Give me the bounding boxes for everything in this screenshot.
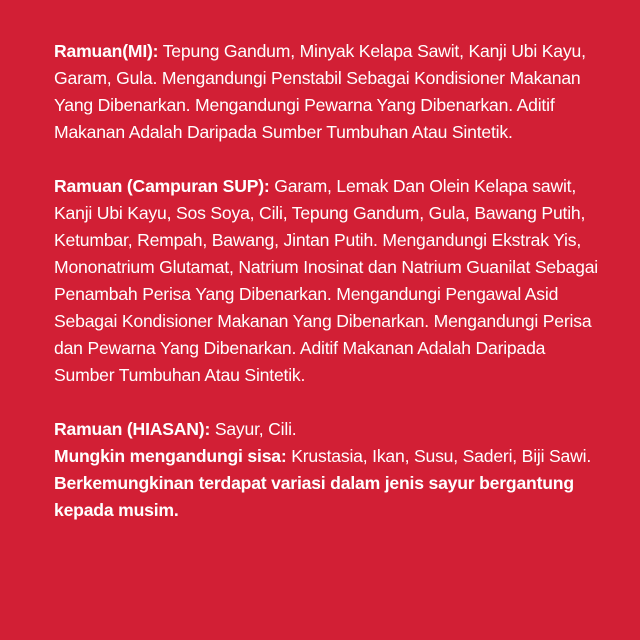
allergen-statement-label: Mungkin mengandungi sisa: — [54, 446, 287, 466]
garnish-ingredients — [54, 416, 599, 443]
allergen-statement — [54, 443, 599, 470]
garnish-and-allergen-section — [54, 416, 599, 524]
noodle-ingredients-label: Ramuan(MI): — [54, 41, 159, 61]
seasonal-variation-notice: Berkemungkinan terdapat variasi dalam jenis sayur bergantung kepada musim. — [54, 473, 574, 520]
noodle-ingredients-text: Tepung Gandum, Minyak Kelapa Sawit, Kanji Ubi Kayu, Garam, Gula. Mengandungi Penstabil Sebagai Kondisioner Makanan Yang Dibenarkan. Mengandungi Pewarna Yang Dibenarkan. Aditif Makanan Adalah Daripada Sumber Tumbuhan Atau Sintetik. — [54, 41, 586, 142]
soup-mix-ingredients-label: Ramuan (Campuran SUP): — [54, 176, 270, 196]
garnish-ingredients-label: Ramuan (HIASAN): — [54, 419, 211, 439]
soup-mix-ingredients-text: Garam, Lemak Dan Olein Kelapa sawit, Kanji Ubi Kayu, Sos Soya, Cili, Tepung Gandum, Gula, Bawang Putih, Ketumbar, Rempah, Bawang, Jintan Putih. Mengandungi Ekstrak Yis, Mononatrium Glutamat, Natrium Inosinat dan Natrium Guanilat Sebagai Penambah Perisa Yang Dibenarkan. Mengandungi Pengawal Asid Sebagai Kondisioner Makanan Yang Dibenarkan. Mengandungi Perisa dan Pewarna Yang Dibenarkan. Aditif Makanan Adalah Daripada Sumber Tumbuhan Atau Sintetik. — [54, 176, 599, 385]
garnish-ingredients-text: Sayur, Cili. — [210, 419, 297, 439]
soup-mix-ingredients — [54, 173, 599, 389]
noodle-ingredients — [54, 38, 599, 146]
ingredients-content — [54, 38, 599, 524]
allergen-statement-text: Krustasia, Ikan, Susu, Saderi, Biji Sawi. — [286, 446, 592, 466]
